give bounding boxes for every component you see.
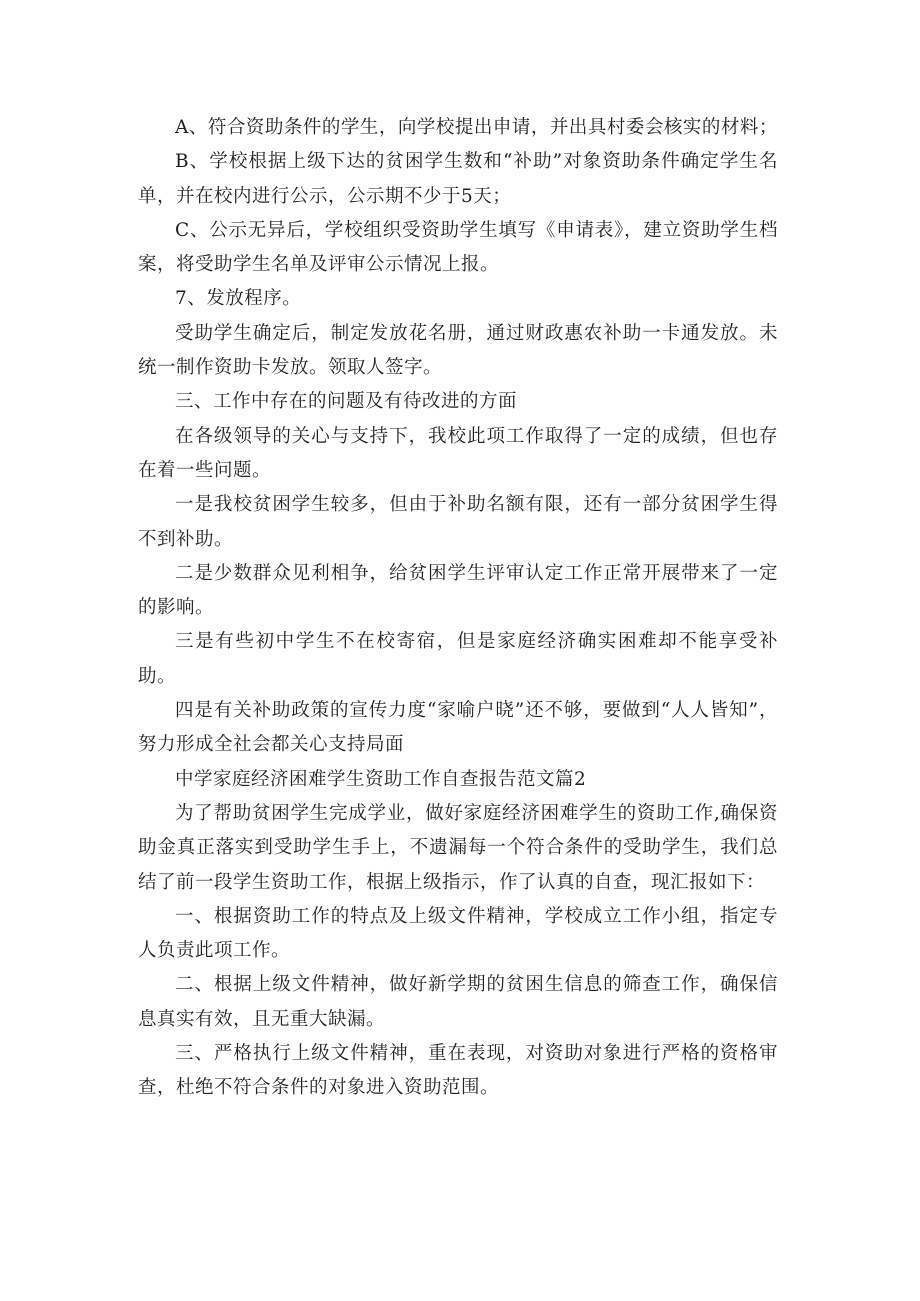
document-body xyxy=(138,111,778,1106)
paragraph-problem-3: 三是有些初中学生不在校寄宿，但是家庭经济确实困难却不能享受补助。 xyxy=(138,631,778,687)
paragraph-c-archive: C、公示无异后，学校组织受资助学生填写《申请表》，建立资助学生档案，将受助学生名单及评审公示情况上报。 xyxy=(138,219,778,276)
paragraph-part-2-intro: 为了帮助贫困学生完成学业，做好家庭经济困难学生的资助工作,确保资助金真正落实到受助学生手上，不遗漏每一个符合条件的受助学生，我们总结了前一段学生资助工作，根据上级指示，作了认真的自查，现汇报如下： xyxy=(138,802,778,893)
paragraph-a-application: A、符合资助条件的学生，向学校提出申请，并出具村委会核实的材料； xyxy=(175,117,778,138)
paragraph-problem-1: 一是我校贫困学生较多，但由于补助名额有限，还有一部分贫困学生得不到补助。 xyxy=(138,494,778,550)
paragraph-distribution-heading: 7、发放程序。 xyxy=(175,288,302,310)
article-title-part-2: 中学家庭经济困难学生资助工作自查报告范文篇2 xyxy=(175,768,587,790)
paragraph-part-2-item-2: 二、根据上级文件精神，做好新学期的贫困生信息的筛查工作，确保信息真实有效，且无重大缺漏。 xyxy=(138,974,778,1030)
paragraph-b-school-list: B、学校根据上级下达的贫困学生数和“补助”对象资助条件确定学生名单，并在校内进行公示，公示期不少于5天； xyxy=(138,151,778,207)
section-heading-problems: 三、工作中存在的问题及有待改进的方面 xyxy=(175,391,518,413)
paragraph-problem-2: 二是少数群众见利相争，给贫困学生评审认定工作正常开展带来了一定的影响。 xyxy=(138,562,778,619)
paragraph-part-2-item-3: 三、严格执行上级文件精神，重在表现，对资助对象进行严格的资格审查，杜绝不符合条件的对象进入资助范围。 xyxy=(138,1043,778,1099)
paragraph-part-2-item-1: 一、根据资助工作的特点及上级文件精神，学校成立工作小组，指定专人负责此项工作。 xyxy=(138,905,778,962)
paragraph-problem-4: 四是有关补助政策的宣传力度“家喻户晓”还不够，要做到“人人皆知”，努力形成全社会都关心支持局面 xyxy=(138,700,778,756)
paragraph-distribution-body: 受助学生确定后，制定发放花名册，通过财政惠农补助一卡通发放。未统一制作资助卡发放。领取人签字。 xyxy=(138,322,778,379)
paragraph-problems-intro: 在各级领导的关心与支持下，我校此项工作取得了一定的成绩，但也存在着一些问题。 xyxy=(138,425,778,481)
